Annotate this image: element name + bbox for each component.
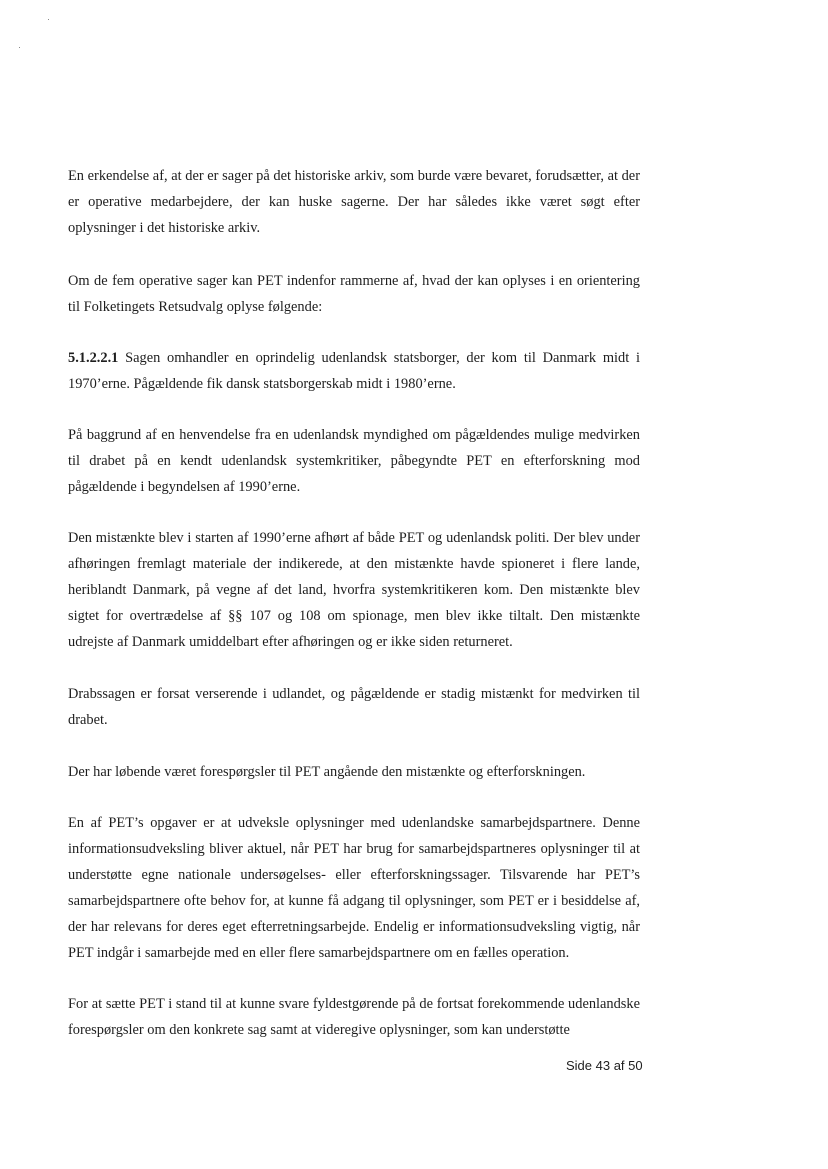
paragraph-intro-cases: Om de fem operative sager kan PET indenfor rammerne af, hvad der kan oplyses i en orientering til Folketingets Retsudvalg oplyse følgende: bbox=[68, 273, 640, 315]
paragraph-foreign-requests: For at sætte PET i stand til at kunne svare fyldestgørende på de fortsat forekommende udenlandske forespørgsler om den konkrete sag samt at videregive oplysninger, som kan understøtte bbox=[68, 996, 640, 1038]
section-text: Sagen omhandler en oprindelig udenlandsk statsborger, der kom til Danmark midt i 1970’erne. Pågældende fik dansk statsborgerskab midt i 1980’erne. bbox=[68, 350, 640, 392]
paragraph-information-exchange: En af PET’s opgaver er at udveksle oplysninger med udenlandske samarbejdspartnere. Denne informationsudveksling bliver aktuel, når PET har brug for samarbejdspartneres oplysninger til at understøtte egne nationale undersøgelses- eller efterforskningssager. Tilsvarende har PET’s samarbejdspartnere ofte behov for, at kunne få adgang til oplysninger, som PET er i besiddelse af, der har relevans for deres eget efterretningsarbejde. Endelig er informationsudveksling vigtig, når PET indgår i samarbejde med en eller flere samarbejdspartnere om en fælles operation. bbox=[68, 815, 640, 961]
paragraph-archive: En erkendelse af, at der er sager på det historiske arkiv, som burde være bevaret, forudsætter, at der er operative medarbejdere, der kan huske sagerne. Der har således ikke været søgt efter oplysninger i det historiske arkiv. bbox=[68, 168, 640, 236]
paragraph-section-5-1-2-2-1 bbox=[68, 345, 640, 397]
paragraph-interrogation: Den mistænkte blev i starten af 1990’erne afhørt af både PET og udenlandsk politi. Der blev under afhøringen fremlagt materiale der indikerede, at den mistænkte havde spioneret i flere lande, heriblandt Danmark, på vegne af det land, hvorfra systemkritikeren kom. Den mistænkte blev sigtet for overtrædelse af §§ 107 og 108 om spionage, men blev ikke tiltalt. Den mistænkte udrejste af Danmark umiddelbart efter afhøringen og er ikke siden returneret. bbox=[68, 530, 640, 650]
section-number: 5.1.2.2.1 bbox=[68, 350, 119, 366]
page-number: Side 43 af 50 bbox=[566, 1058, 643, 1073]
paragraph-inquiries: Der har løbende været forespørgsler til PET angående den mistænkte og efterforskningen. bbox=[68, 764, 586, 780]
document-body bbox=[68, 163, 640, 1043]
scan-speck bbox=[19, 47, 20, 48]
paragraph-murder-case: Drabssagen er forsat verserende i udlandet, og pågældende er stadig mistænkt for medvirken til drabet. bbox=[68, 686, 640, 728]
paragraph-investigation: På baggrund af en henvendelse fra en udenlandsk myndighed om pågældendes mulige medvirken til drabet på en kendt udenlandsk systemkritiker, påbegyndte PET en efterforskning mod pågældende i begyndelsen af 1990’erne. bbox=[68, 427, 640, 495]
scan-speck bbox=[48, 19, 49, 20]
